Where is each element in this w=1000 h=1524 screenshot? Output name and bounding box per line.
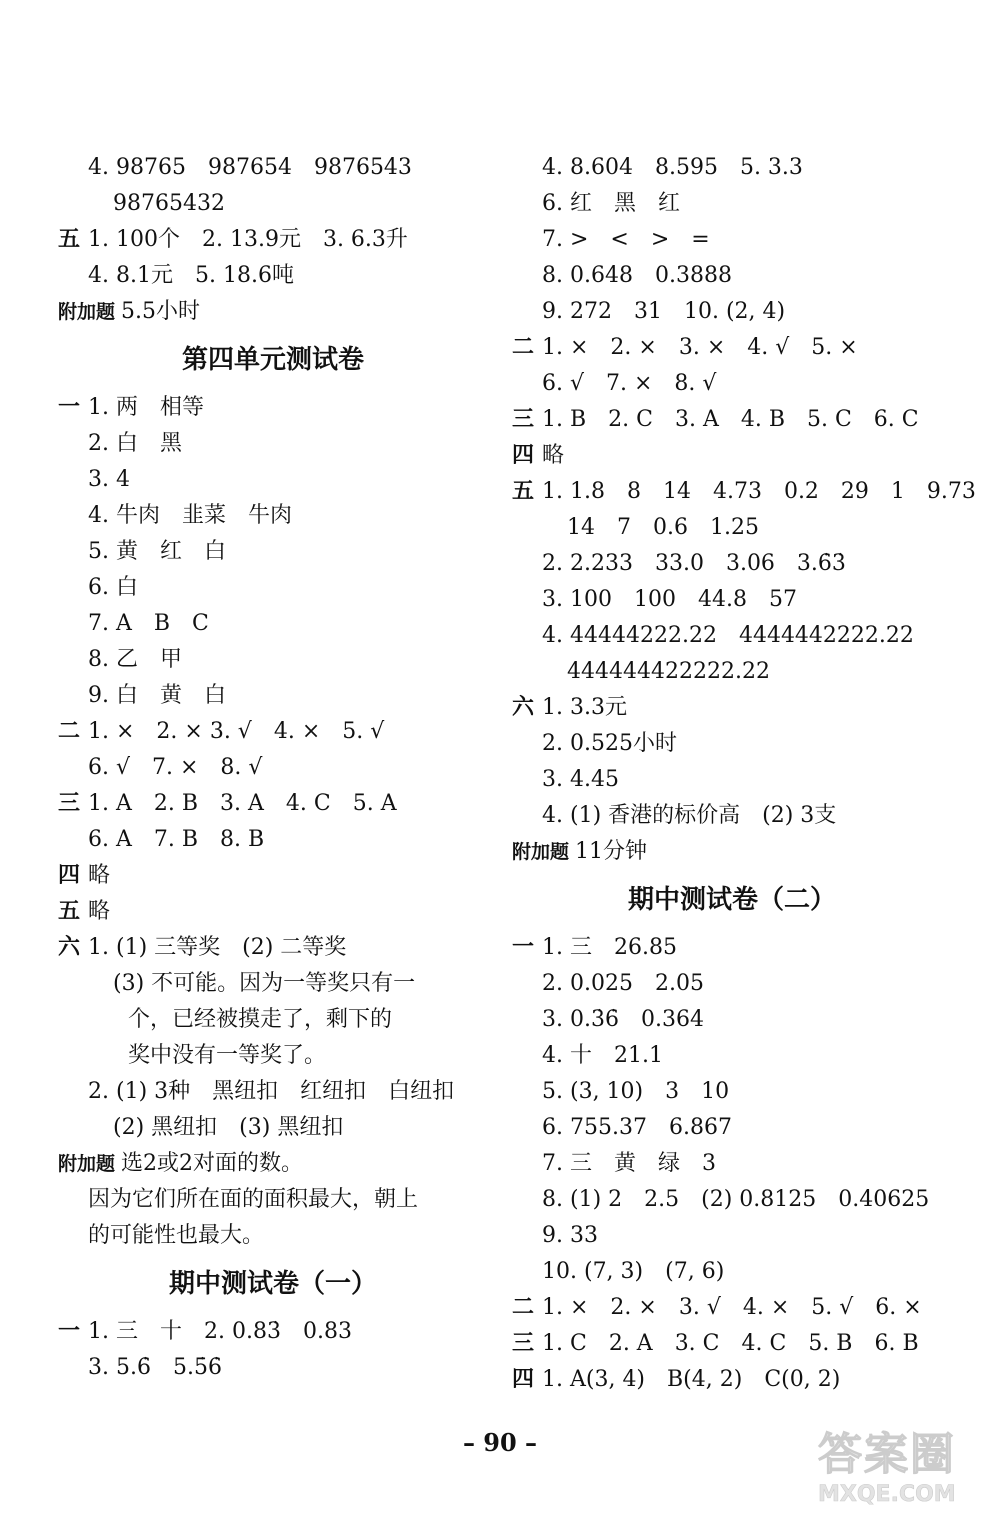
answer-line bbox=[58, 1074, 488, 1110]
answer-line bbox=[512, 1290, 952, 1326]
answer-line bbox=[58, 894, 488, 930]
answer-text: 1. 三 十 2. 0.83̇ 0.83 bbox=[88, 1319, 352, 1344]
section-title: 期中测试卷（二） bbox=[627, 885, 836, 915]
bonus-answer: 5.5小时 bbox=[121, 299, 201, 324]
answer-line bbox=[512, 1218, 952, 1254]
site-watermark bbox=[818, 1430, 988, 1515]
answer-text: 4. 44444222.22 4444442222.22 bbox=[542, 623, 914, 648]
answer-line bbox=[58, 750, 488, 786]
answer-text: 奖中没有一等奖了。 bbox=[128, 1043, 327, 1068]
answer-text: 1. (1) 三等奖 (2) 二等奖 bbox=[88, 935, 347, 960]
question-group-marker: 三 bbox=[58, 791, 81, 816]
answer-text: 6. 红 黑 红 bbox=[542, 191, 680, 216]
answer-text bbox=[512, 834, 647, 870]
answer-text: 98765432 bbox=[113, 191, 225, 216]
answer-line bbox=[512, 654, 952, 690]
answer-line bbox=[512, 582, 952, 618]
answer-line bbox=[512, 474, 976, 510]
watermark-url: MXQE.COM bbox=[818, 1482, 956, 1507]
answer-text: 1. 100个 2. 13.9元 3. 6.3升 bbox=[88, 227, 408, 252]
answer-text: 4. 98765 987654 9876543 bbox=[88, 155, 412, 180]
answer-text: 1. 两 相等 bbox=[88, 395, 204, 420]
question-group-marker: 六 bbox=[512, 695, 535, 720]
answer-line bbox=[512, 834, 952, 870]
answer-text bbox=[58, 294, 200, 330]
answer-text: 1. B 2. C 3. A 4. B 5. C 6. C bbox=[542, 407, 919, 432]
answer-text: 7. A B C bbox=[88, 611, 209, 636]
question-group-marker: 五 bbox=[58, 227, 81, 252]
question-group-marker: 一 bbox=[58, 395, 81, 420]
answer-line bbox=[512, 1182, 952, 1218]
answer-line bbox=[512, 1326, 952, 1362]
answer-text bbox=[58, 1146, 303, 1182]
answer-text: 6. 755.37 6.867 bbox=[542, 1115, 732, 1140]
answer-line bbox=[58, 294, 488, 330]
answer-line bbox=[512, 966, 952, 1002]
answer-text: 6. √ 7. × 8. √ bbox=[542, 371, 717, 396]
answer-column-right bbox=[512, 150, 976, 1398]
answer-line bbox=[58, 858, 488, 894]
answer-line bbox=[512, 294, 952, 330]
bonus-question-label: 附加题 bbox=[58, 301, 116, 323]
answer-text: 6. √ 7. × 8. √ bbox=[88, 755, 263, 780]
answer-line bbox=[512, 258, 952, 294]
question-group-marker: 五 bbox=[512, 479, 535, 504]
answer-text: 5. (3, 10) 3 10 bbox=[542, 1079, 730, 1104]
answer-line bbox=[512, 1362, 952, 1398]
question-group-marker: 一 bbox=[512, 935, 535, 960]
answer-text: 1. × 2. × 3. √ 4. × 5. √ 6. × bbox=[542, 1295, 922, 1320]
answer-line bbox=[58, 426, 488, 462]
answer-line bbox=[58, 258, 488, 294]
answer-line bbox=[512, 690, 952, 726]
answer-line bbox=[512, 330, 952, 366]
question-group-marker: 二 bbox=[512, 335, 535, 360]
question-group-marker: 四 bbox=[58, 863, 81, 888]
question-group-marker: 四 bbox=[512, 1367, 535, 1392]
answer-text: 8. 0.648 0.3888 bbox=[542, 263, 732, 288]
answer-line bbox=[512, 438, 952, 474]
answer-text: 2. 2.233 33.0 3.06 3.6̇3̇ bbox=[542, 551, 846, 576]
bonus-question-label: 附加题 bbox=[58, 1153, 116, 1175]
answer-text: 略 bbox=[88, 863, 111, 888]
answer-line bbox=[512, 546, 952, 582]
answer-line bbox=[512, 222, 952, 258]
question-group-marker: 五 bbox=[58, 899, 81, 924]
bonus-question-label: 附加题 bbox=[512, 841, 570, 863]
question-group-marker: 三 bbox=[512, 407, 535, 432]
answer-text: 2. (1) 3种 黑纽扣 红纽扣 白纽扣 bbox=[88, 1079, 455, 1104]
answer-text: 7. 三 黄 绿 3 bbox=[542, 1151, 716, 1176]
answer-text: 5. 黄 红 白 bbox=[88, 539, 226, 564]
answer-text: 1. A(3, 4) B(4, 2) C(0, 2) bbox=[542, 1367, 841, 1392]
answer-text: 3. 100 100 44.8 57 bbox=[542, 587, 797, 612]
answer-text: 4. 8.604 8.595 5. 3.3 bbox=[542, 155, 803, 180]
section-title: 第四单元测试卷 bbox=[181, 345, 364, 375]
answer-text: 1. A 2. B 3. A 4. C 5. A bbox=[88, 791, 397, 816]
answer-text: 1. × 2. × 3. × 4. √ 5. × bbox=[542, 335, 858, 360]
answer-line bbox=[512, 1254, 952, 1290]
answer-text: 4. 8.1元 5. 18.6吨 bbox=[88, 263, 294, 288]
answer-line bbox=[512, 1074, 952, 1110]
watermark-logo: 答案圈 bbox=[818, 1429, 956, 1480]
answer-line bbox=[58, 462, 488, 498]
answer-text: 个，已经被摸走了，剩下的 bbox=[128, 1007, 393, 1032]
answer-line bbox=[58, 498, 488, 534]
answer-text: 的可能性也最大。 bbox=[88, 1223, 265, 1248]
answer-line bbox=[512, 366, 952, 402]
answer-text: 7. > < > = bbox=[542, 227, 710, 252]
answer-line bbox=[512, 510, 952, 546]
answer-line bbox=[512, 762, 952, 798]
answer-line bbox=[512, 1146, 952, 1182]
question-group-marker: 六 bbox=[58, 935, 81, 960]
answer-text: 6. A 7. B 8. B bbox=[88, 827, 265, 852]
answer-line bbox=[58, 714, 488, 750]
bonus-answer: 11分钟 bbox=[575, 839, 648, 864]
answer-line bbox=[512, 726, 952, 762]
answer-text: 略 bbox=[88, 899, 111, 924]
bonus-answer: 选2或2对面的数。 bbox=[121, 1151, 304, 1176]
answer-line bbox=[58, 606, 488, 642]
answer-line bbox=[58, 1110, 488, 1146]
answer-line bbox=[512, 1110, 952, 1146]
answer-text: 2. 0.525小时 bbox=[542, 731, 677, 756]
answer-line bbox=[58, 966, 488, 1002]
answer-line bbox=[58, 150, 488, 186]
answer-text: 1. 1.8 8 14 4.73 0.2 29 1 9.73 bbox=[542, 479, 976, 504]
answer-line bbox=[58, 570, 488, 606]
answer-text: 1. C 2. A 3. C 4. C 5. B 6. B bbox=[542, 1331, 919, 1356]
answer-line bbox=[58, 1146, 488, 1182]
answer-text: 8. 乙 甲 bbox=[88, 647, 182, 672]
answer-line bbox=[58, 1218, 488, 1254]
answer-line bbox=[58, 222, 488, 258]
answer-line bbox=[58, 930, 488, 966]
answer-text: 8. (1) 2 2.5 (2) 0.8125 0.40625 bbox=[542, 1187, 930, 1212]
answer-text: 3. 4.45 bbox=[542, 767, 619, 792]
answer-text: 因为它们所在面的面积最大，朝上 bbox=[88, 1187, 419, 1212]
answer-line bbox=[58, 1314, 488, 1350]
answer-line bbox=[512, 930, 952, 966]
answer-line bbox=[58, 786, 488, 822]
answer-text: 444444422222.22 bbox=[567, 659, 770, 684]
answer-text: (3) 不可能。因为一等奖只有一 bbox=[113, 971, 416, 996]
page-number: – 90 – bbox=[462, 1428, 538, 1457]
answer-line bbox=[58, 1350, 488, 1386]
answer-line bbox=[512, 150, 952, 186]
answer-line bbox=[512, 1038, 952, 1074]
answer-text: 3. 4 bbox=[88, 467, 130, 492]
answer-text: 3. 5.6̇ 5.5̇6̇ bbox=[88, 1355, 222, 1380]
answer-column-left bbox=[58, 150, 488, 1386]
answer-line bbox=[58, 390, 488, 426]
answer-line bbox=[58, 186, 488, 222]
question-group-marker: 二 bbox=[512, 1295, 535, 1320]
answer-line bbox=[58, 534, 488, 570]
answer-text: 2. 0.025 2.05 bbox=[542, 971, 704, 996]
question-group-marker: 二 bbox=[58, 719, 81, 744]
answer-text: 4. 十 21.1 bbox=[542, 1043, 663, 1068]
answer-text: 9. 白 黄 白 bbox=[88, 683, 226, 708]
answer-text: 1. 三 26.85 bbox=[542, 935, 677, 960]
answer-line bbox=[512, 798, 952, 834]
answer-line bbox=[512, 618, 952, 654]
answer-text: 9. 272 31 10. (2, 4) bbox=[542, 299, 786, 324]
answer-text: 14 7 0.6 1.25 bbox=[567, 515, 759, 540]
answer-line bbox=[58, 678, 488, 714]
answer-line bbox=[58, 1038, 488, 1074]
answer-text: 略 bbox=[542, 443, 565, 468]
answer-line bbox=[58, 1182, 488, 1218]
answer-text: 3. 0.3̇6̇ 0.364 bbox=[542, 1007, 704, 1032]
answer-line bbox=[512, 186, 952, 222]
answer-text: 10. (7, 3) (7, 6) bbox=[542, 1259, 725, 1284]
answer-line bbox=[58, 642, 488, 678]
answer-line bbox=[58, 1002, 488, 1038]
answer-text: 2. 白 黑 bbox=[88, 431, 182, 456]
answer-text: 6. 白 bbox=[88, 575, 138, 600]
answer-text: 4. (1) 香港的标价高 (2) 3支 bbox=[542, 803, 837, 828]
section-title: 期中测试卷（一） bbox=[168, 1269, 377, 1299]
answer-text: 1. 3.3元 bbox=[542, 695, 627, 720]
answer-text: 9. 33 bbox=[542, 1223, 598, 1248]
answer-text: 4. 牛肉 韭菜 牛肉 bbox=[88, 503, 292, 528]
question-group-marker: 三 bbox=[512, 1331, 535, 1356]
answer-text: (2) 黑纽扣 (3) 黑纽扣 bbox=[113, 1115, 344, 1140]
question-group-marker: 一 bbox=[58, 1319, 81, 1344]
answer-line bbox=[512, 402, 952, 438]
question-group-marker: 四 bbox=[512, 443, 535, 468]
answer-text: 1. × 2. × 3. √ 4. × 5. √ bbox=[88, 719, 385, 744]
answer-line bbox=[58, 822, 488, 858]
answer-line bbox=[512, 1002, 952, 1038]
